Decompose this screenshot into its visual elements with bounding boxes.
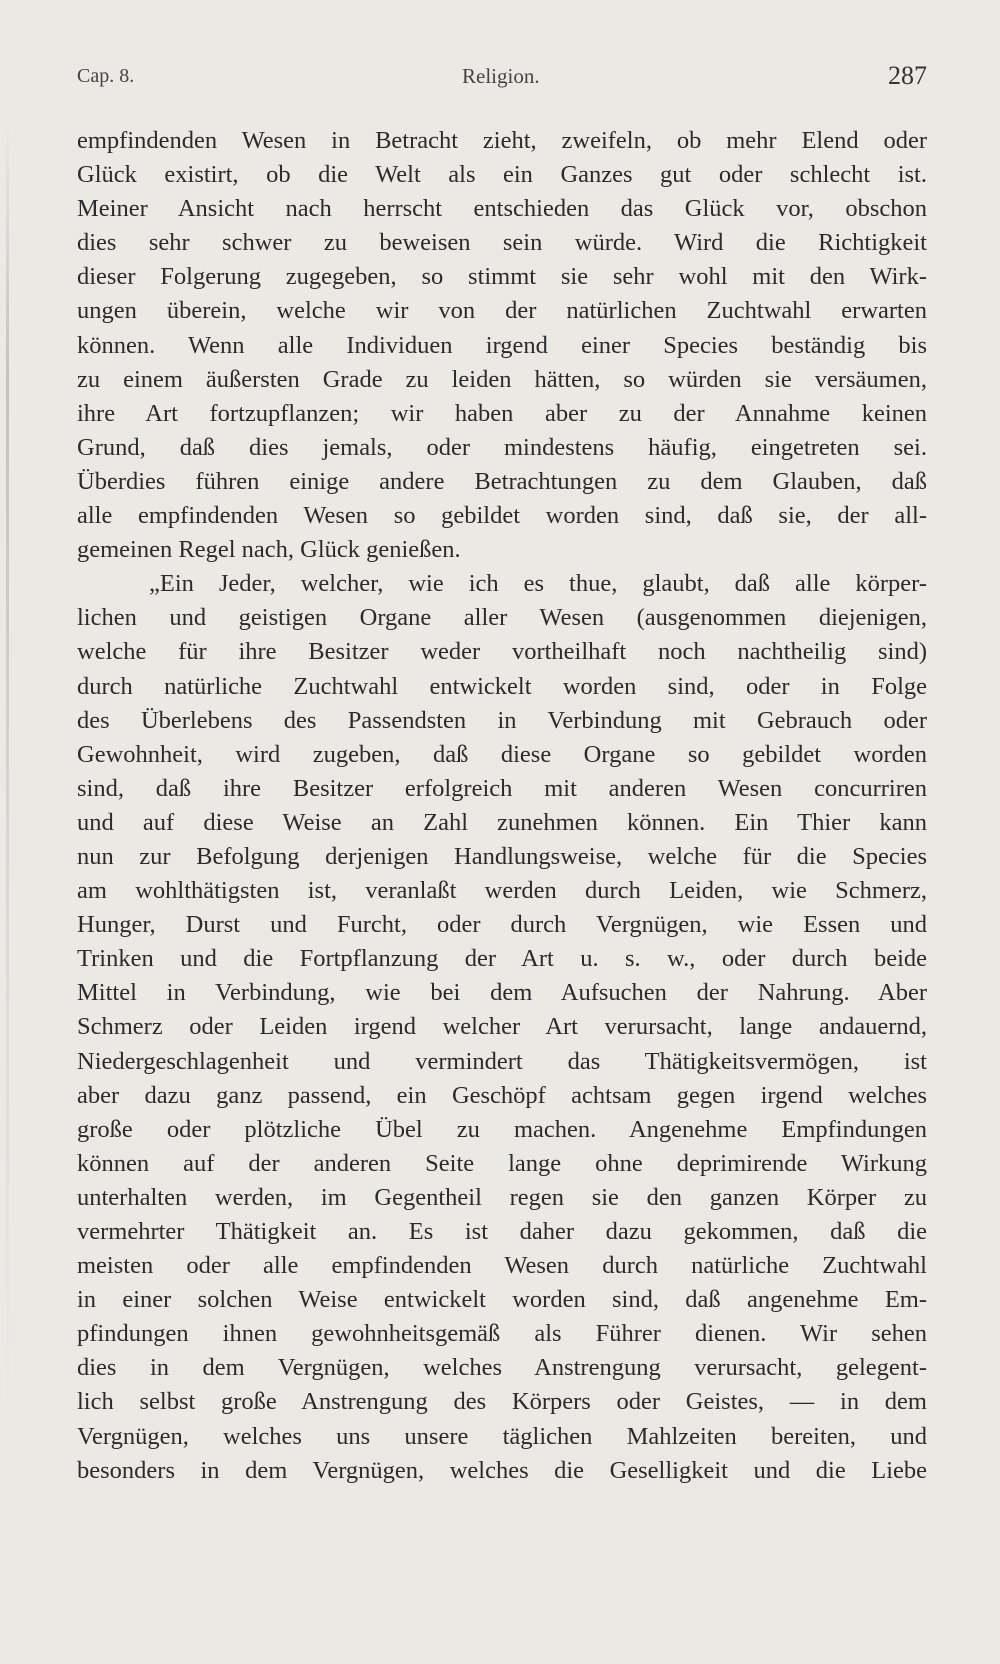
text-line: in einer solchen Weise entwickelt worden sind, daß angenehme Em- — [77, 1286, 927, 1314]
text-line: welche für ihre Besitzer weder vortheilhaft noch nachtheilig sind) — [77, 638, 927, 666]
text-line: durch natürliche Zuchtwahl entwickelt worden sind, oder in Folge — [77, 672, 927, 700]
text-line: Meiner Ansicht nach herrscht entschieden das Glück vor, obschon — [77, 195, 927, 223]
text-line: lich selbst große Anstrengung des Körpers oder Geistes, — in dem — [77, 1388, 927, 1416]
text-line: Glück existirt, ob die Welt als ein Ganzes gut oder schlecht ist. — [77, 161, 927, 189]
text-line: ihre Art fortzupflanzen; wir haben aber zu der Annahme keinen — [77, 399, 927, 427]
page-header — [77, 62, 927, 98]
running-title: Religion. — [462, 64, 540, 88]
text-line: große oder plötzliche Übel zu machen. Angenehme Empfindungen — [77, 1115, 927, 1143]
page-number: 287 — [888, 61, 927, 90]
text-line: empfindenden Wesen in Betracht zieht, zweifeln, ob mehr Elend oder — [77, 127, 927, 154]
text-line: Überdies führen einige andere Betrachtungen zu dem Glauben, daß — [77, 467, 927, 495]
text-line: zu einem äußersten Grade zu leiden hätten, so würden sie versäumen, — [77, 365, 927, 393]
text-line: und auf diese Weise an Zahl zunehmen können. Ein Thier kann — [77, 808, 927, 836]
text-line: besonders in dem Vergnügen, welches die Geselligkeit und die Liebe — [77, 1456, 927, 1484]
text-line: sind, daß ihre Besitzer erfolgreich mit anderen Wesen concurriren — [77, 774, 927, 802]
text-line: Mittel in Verbindung, wie bei dem Aufsuchen der Nahrung. Aber — [77, 979, 927, 1007]
text-line: unterhalten werden, im Gegentheil regen sie den ganzen Körper zu — [77, 1183, 927, 1211]
text-line-paragraph-start: „Ein Jeder, welcher, wie ich es thue, glaubt, daß alle körper- — [149, 570, 927, 598]
text-line: Niedergeschlagenheit und vermindert das Thätigkeitsvermögen, ist — [77, 1047, 927, 1075]
text-line: lichen und geistigen Organe aller Wesen (ausgenommen diejenigen, — [77, 604, 927, 632]
text-line: Vergnügen, welches uns unsere täglichen Mahlzeiten bereiten, und — [77, 1422, 927, 1450]
text-line: können. Wenn alle Individuen irgend einer Species beständig bis — [77, 331, 927, 359]
text-line: Trinken und die Fortpflanzung der Art u. s. w., oder durch beide — [77, 945, 927, 973]
text-line: aber dazu ganz passend, ein Geschöpf achtsam gegen irgend welches — [77, 1081, 927, 1109]
body-text — [77, 124, 927, 1488]
text-line: nun zur Befolgung derjenigen Handlungsweise, welche für die Species — [77, 842, 927, 870]
text-line: alle empfindenden Wesen so gebildet worden sind, daß sie, der all- — [77, 502, 927, 530]
text-line: des Überlebens des Passendsten in Verbindung mit Gebrauch oder — [77, 706, 927, 734]
text-line: dieser Folgerung zugegeben, so stimmt sie sehr wohl mit den Wirk- — [77, 263, 927, 291]
text-line: am wohlthätigsten ist, veranlaßt werden durch Leiden, wie Schmerz, — [77, 877, 927, 905]
text-line: dies in dem Vergnügen, welches Anstrengung verursacht, gelegent- — [77, 1354, 927, 1382]
text-line: meisten oder alle empfindenden Wesen durch natürliche Zuchtwahl — [77, 1252, 927, 1280]
chapter-label: Cap. 8. — [77, 65, 135, 87]
text-line-paragraph-end: gemeinen Regel nach, Glück genießen. — [77, 536, 461, 564]
text-line: Gewohnheit, wird zugeben, daß diese Organe so gebildet worden — [77, 740, 927, 768]
text-line: Grund, daß dies jemals, oder mindestens häufig, eingetreten sei. — [77, 433, 927, 461]
text-line: dies sehr schwer zu beweisen sein würde. Wird die Richtigkeit — [77, 229, 927, 257]
page-gutter-shadow — [6, 120, 9, 1420]
text-line: vermehrter Thätigkeit an. Es ist daher dazu gekommen, daß die — [77, 1218, 927, 1245]
text-line: können auf der anderen Seite lange ohne deprimirende Wirkung — [77, 1149, 927, 1177]
text-line: Schmerz oder Leiden irgend welcher Art verursacht, lange andauernd, — [77, 1013, 927, 1041]
text-line: Hunger, Durst und Furcht, oder durch Vergnügen, wie Essen und — [77, 911, 927, 939]
text-line: pfindungen ihnen gewohnheitsgemäß als Führer dienen. Wir sehen — [77, 1320, 927, 1348]
text-line: ungen überein, welche wir von der natürlichen Zuchtwahl erwarten — [77, 297, 927, 325]
